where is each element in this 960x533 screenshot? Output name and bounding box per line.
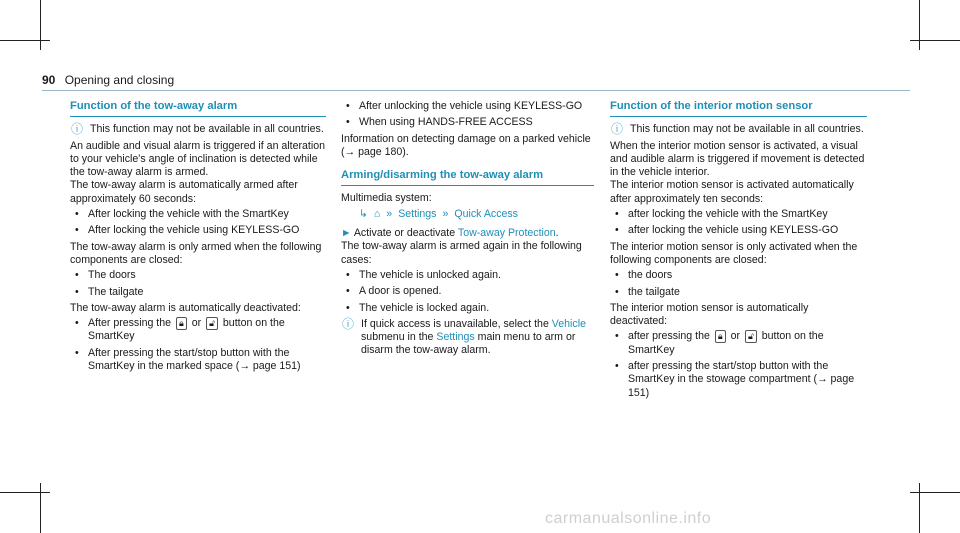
list-item: • the tailgate: [610, 286, 867, 299]
double-chevron-icon: »: [442, 207, 449, 220]
paragraph: The tow-away alarm is only armed when the following components are closed:: [70, 240, 322, 266]
paragraph: Multimedia system:: [341, 192, 432, 205]
crop-mark: [40, 483, 41, 533]
list-item: • after locking the vehicle with the SmartKey: [610, 208, 867, 221]
crop-mark: [910, 40, 960, 41]
bullet-list: [70, 208, 326, 238]
list-item: • After locking the vehicle with the SmartKey: [70, 208, 326, 221]
list-item: • after pressing the start/stop button with the SmartKey in the stowage compartment (→ page 151): [610, 360, 867, 400]
double-chevron-icon: »: [386, 207, 393, 220]
list-item: • After unlocking the vehicle using KEYLESS-GO: [341, 100, 594, 113]
list-item: • the doors: [610, 269, 867, 282]
paragraph: The tow-away alarm is automatically armed after approximately 60 seconds:: [70, 179, 298, 205]
bullet-list: [70, 269, 326, 299]
note: ⓘ If quick access is unavailable, select the Vehicle submenu in the Settings main menu to arm or disarm the tow-away alarm.: [341, 316, 586, 357]
paragraph: The interior motion sensor is automatically deactivated:: [610, 301, 809, 328]
list-item: • A door is opened.: [341, 285, 594, 298]
column-right: [610, 100, 867, 403]
bullet-list: [341, 100, 594, 130]
crop-mark: [919, 0, 920, 50]
info-icon: ⓘ: [70, 122, 83, 137]
crop-mark: [40, 0, 41, 50]
bullet-list: [610, 269, 867, 299]
crop-mark: [0, 492, 50, 493]
tow-away-protection-link[interactable]: Tow-away Protection: [457, 227, 556, 240]
action-arrow-icon: ↳: [359, 207, 368, 220]
paragraph: An audible and visual alarm is triggered if an alteration to your vehicle's angle of inclination is detected while the tow-away alarm is armed.: [70, 139, 325, 179]
home-icon[interactable]: ⌂: [373, 207, 381, 220]
list-item: • after pressing the 🔒︎ or 🔓︎ button on the SmartKey: [610, 330, 867, 357]
page-number: 90: [42, 73, 56, 87]
bullet-list: [610, 208, 867, 238]
note: [610, 123, 867, 136]
page-header: [42, 73, 174, 87]
info-icon: ⓘ: [341, 316, 354, 331]
lock-key-icon: 🔒︎: [176, 317, 187, 330]
settings-link[interactable]: Settings: [436, 331, 475, 344]
column-middle: [341, 100, 594, 361]
step-arrow-icon: ►: [341, 227, 352, 240]
crop-mark: [910, 492, 960, 493]
crop-mark: [0, 40, 50, 41]
list-item: • After locking the vehicle using KEYLESS-GO: [70, 224, 326, 237]
vehicle-link[interactable]: Vehicle: [551, 317, 586, 330]
section-title: Opening and closing: [64, 73, 175, 87]
lock-key-icon: 🔒︎: [715, 330, 726, 343]
unlock-key-icon: 🔓︎: [206, 317, 218, 330]
settings-link[interactable]: Settings: [398, 207, 437, 220]
paragraph: The tow-away alarm is automatically deactivated:: [70, 301, 301, 314]
list-item: • After pressing the start/stop button with the SmartKey in the marked space (→ page 151): [70, 347, 326, 374]
list-item: • The tailgate: [70, 286, 326, 299]
column-left: [70, 100, 326, 376]
crop-mark: [919, 483, 920, 533]
note-text: This function may not be available in all countries.: [90, 123, 324, 136]
menu-path: [359, 208, 594, 221]
list-item: • After pressing the 🔒︎ or 🔓︎ button on the SmartKey: [70, 317, 326, 344]
note-text: This function may not be available in all countries.: [630, 123, 864, 136]
paragraph: The interior motion sensor is only activated when the following components are closed:: [610, 240, 858, 266]
unlock-key-icon: 🔓︎: [745, 330, 757, 343]
list-item: • after locking the vehicle using KEYLESS-GO: [610, 224, 867, 237]
section-heading: Arming/disarming the tow-away alarm: [341, 169, 594, 186]
watermark: carmanualsonline.info: [545, 510, 712, 527]
header-rule: [42, 90, 910, 91]
bullet-list: [341, 269, 594, 315]
bullet-list: [610, 330, 867, 399]
info-icon: ⓘ: [610, 122, 623, 137]
action-step: ► Activate or deactivate Tow-away Protection.: [341, 227, 559, 240]
paragraph: The interior motion sensor is activated automatically after approximately ten seconds:: [610, 179, 854, 205]
quick-access-link[interactable]: Quick Access: [454, 207, 518, 220]
bullet-list: [70, 317, 326, 373]
note: [70, 123, 326, 136]
paragraph: The tow-away alarm is armed again in the following cases:: [341, 240, 582, 266]
paragraph: Information on detecting damage on a parked vehicle (→ page 180).: [341, 132, 591, 158]
section-heading: Function of the tow-away alarm: [70, 100, 326, 117]
list-item: • The vehicle is locked again.: [341, 302, 594, 315]
paragraph: When the interior motion sensor is activated, a visual and audible alarm is triggered if movement is detected in the vehicle interior.: [610, 139, 865, 179]
list-item: • The doors: [70, 269, 326, 282]
list-item: • When using HANDS-FREE ACCESS: [341, 116, 594, 129]
section-heading: Function of the interior motion sensor: [610, 100, 867, 117]
list-item: • The vehicle is unlocked again.: [341, 269, 594, 282]
